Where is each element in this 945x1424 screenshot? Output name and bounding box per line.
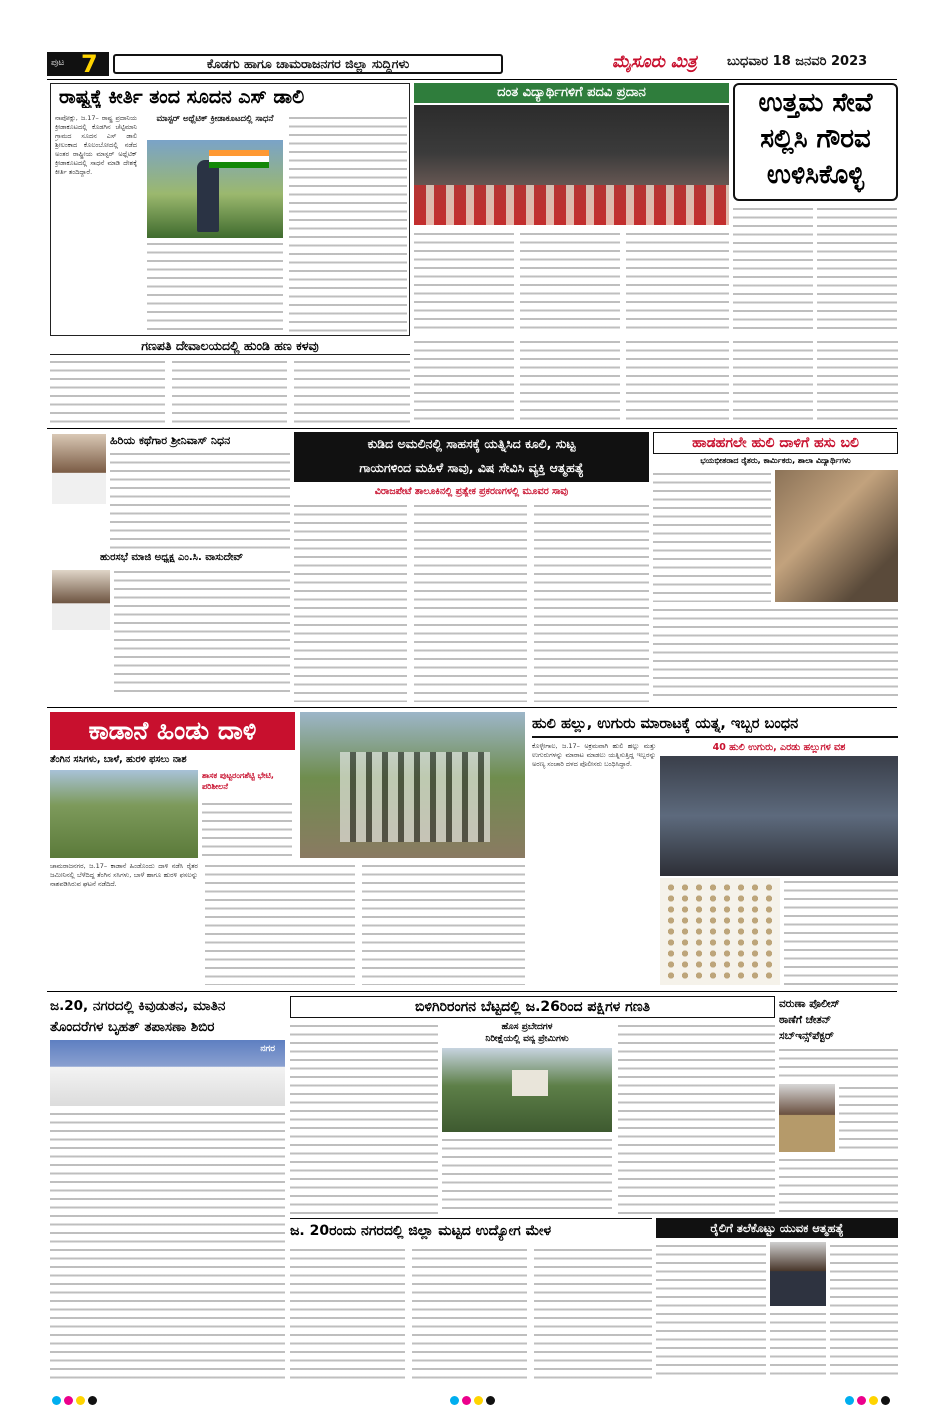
arrested-men-photo [660, 756, 898, 876]
dental-body-continued-2 [520, 338, 620, 424]
story-temple-headline: ಗಣಪತಿ ದೇವಾಲಯದಲ್ಲಿ ಹುಂಡಿ ಹಣ ಕಳವು [50, 338, 410, 355]
mark-yellow [474, 1396, 483, 1405]
story-tiger-attack [653, 432, 898, 704]
service-body-continued-2 [817, 338, 898, 424]
mark-yellow [869, 1396, 878, 1405]
obituary-1-photo [52, 434, 106, 504]
elephant-lead: ಚಾಮರಾಜನಗರ, ಜ.17– ಕಾಡಾನೆ ಹಿಂಡೊಂದು ದಾಳಿ ನಡೆಸಿ ರೈತರ ಜಮೀನಿನಲ್ಲಿ ಬೆಳೆದಿದ್ದ ತೆಂಗಿನ ಸಸಿಗಳು, ಬಾಳೆ ಹಾಗೂ ಹುರಳಿ ಫಸಲನ್ನು ನಾಶಪಡಿಸಿರುವ ಘಟನೆ ನಡೆದಿದೆ. [50, 862, 198, 888]
deaths-sub-headline: ವಿರಾಜಪೇಟೆ ತಾಲೂಕಿನಲ್ಲಿ ಪ್ರತ್ಯೇಕ ಪ್ರಕರಣಗಳಲ್ಲಿ ಮೂವರ ಸಾವು [374, 486, 569, 497]
elephant-caption: ಶಾಸಕ ಪುಟ್ಟರಂಗಶೆಟ್ಟಿ ಭೇಟಿ, ಪರಿಶೀಲನೆ [202, 771, 274, 791]
job-fair-body-col1 [290, 1246, 405, 1381]
police-si-body-right [839, 1084, 898, 1152]
train-suicide-body-col3 [770, 1310, 826, 1381]
tiger-claws-headline: ಹುಲಿ ಹಲ್ಲು, ಉಗುರು ಮಾರಾಟಕ್ಕೆ ಯತ್ನ, ಇಬ್ಬರ ಬಂಧನ [532, 712, 898, 738]
damaged-field-photo [50, 770, 198, 858]
bird-census-body-col3 [618, 1022, 775, 1214]
graduates-row [414, 185, 729, 225]
athlete-body-col3 [289, 114, 407, 332]
mark-black [486, 1396, 495, 1405]
dental-body-continued-3 [626, 338, 729, 424]
story-dental [414, 83, 729, 336]
job-fair-body-col2 [412, 1246, 527, 1381]
story-elephant [50, 712, 525, 987]
elephant-body-col3 [362, 862, 525, 985]
elephant-caption-body [202, 800, 292, 858]
tiger-claws-caption: 40 ಹುಲಿ ಉಗುರು, ಎರಡು ಹಲ್ಲುಗಳ ವಶ [712, 742, 846, 753]
obituary-2-headline: ಹುರಸಭೆ ಮಾಜಿ ಅಧ್ಯಕ್ಷ ಎಂ.ಸಿ. ವಾಸುದೇವ್ [100, 552, 244, 563]
train-suicide-body-col1 [656, 1242, 766, 1381]
tiger-claws-body-col2 [784, 878, 898, 985]
claws-photo [660, 878, 780, 985]
tiger-claws-body-col1 [532, 742, 656, 985]
deaths-body-col2 [414, 502, 527, 702]
service-body-continued [414, 338, 898, 426]
elephant-body-col2 [205, 862, 355, 985]
obituary-1-body [110, 450, 290, 550]
page-number-box [47, 52, 109, 76]
graduation-photo [414, 105, 729, 225]
elephant-headline: ಕಾಡಾನೆ ಹಿಂಡು ದಾಳಿ [50, 712, 295, 750]
story-athlete-body [55, 114, 137, 332]
service-headline-line1: ಉತ್ತಮ ಸೇವೆ [758, 88, 873, 118]
mark-black [881, 1396, 890, 1405]
obituary-2-body [114, 568, 290, 698]
elephant-sub: ತೆಂಗಿನ ಸಸಿಗಳು, ಬಾಳೆ, ಹುರಳಿ ಫಸಲು ನಾಶ [50, 754, 187, 765]
athlete-sub-headline: ಮಾಸ್ಟರ್ ಅಥ್ಲೆಟಿಕ್ ಕ್ರೀಡಾಕೂಟದಲ್ಲಿ ಸಾಧನೆ [156, 114, 274, 124]
police-headline-line1: ವರುಣಾ ಪೊಲೀಸ್ [779, 998, 840, 1010]
hearing-banner-text: ನಗರ [260, 1044, 275, 1054]
police-si-headline [779, 996, 898, 1044]
police-si-body-top [779, 1046, 898, 1082]
hill-temple-photo [442, 1048, 612, 1132]
temple-body-col3 [294, 358, 410, 424]
story-tiger-claws [532, 712, 898, 987]
job-fair-headline: ಜ. 20ರಂದು ನಗರದಲ್ಲಿ ಜಿಲ್ಲಾ ಮಟ್ಟದ ಉದ್ಯೋಗ ಮೇಳ [290, 1218, 652, 1243]
deaths-headline-line2: ಗಾಯಗಳಿಂದ ಮಹಿಳೆ ಸಾವು, ವಿಷ ಸೇವಿಸಿ ವ್ಯಕ್ತಿ ಆತ್ಮಹತ್ಯೆ [359, 460, 584, 475]
police-officer-photo [779, 1084, 835, 1152]
athlete-caption [147, 240, 283, 332]
deaths-body-col1 [294, 502, 407, 702]
row-divider-3 [47, 991, 897, 992]
mark-magenta [462, 1396, 471, 1405]
registration-marks-right [845, 1390, 893, 1409]
bird-census-sub2: ನಿರೀಕ್ಷೆಯಲ್ಲಿ ವನ್ಯ ಪ್ರೇಮಿಗಳು [485, 1034, 569, 1044]
row-divider-1 [47, 428, 897, 429]
deaths-body-col3 [534, 502, 649, 702]
mark-magenta [857, 1396, 866, 1405]
dental-body-continued-1 [414, 338, 514, 424]
story-athlete-headline: ರಾಷ್ಟ್ರಕ್ಕೆ ಕೀರ್ತಿ ತಂದ ಸೂದನ ಎಸ್ ಡಾಲಿ [59, 86, 305, 108]
issue-date: ಬುಧವಾರ 18 ಜನವರಿ 2023 [727, 54, 868, 69]
story-service [733, 83, 898, 336]
mark-yellow [76, 1396, 85, 1405]
police-headline-line3: ಸಬ್‌ಇನ್ಸ್‌ಪೆಕ್ಟರ್ [779, 1030, 834, 1042]
train-suicide-headline: ರೈಲಿಗೆ ತಲೆಕೊಟ್ಟು ಯುವಕ ಆತ್ಮಹತ್ಯೆ [656, 1218, 898, 1238]
tiger-attack-body-col2 [653, 606, 898, 702]
tiger-attack-headline: ಹಾಡಹಗಲೇ ಹುಲಿ ದಾಳಿಗೆ ಹಸು ಬಲಿ [653, 432, 898, 454]
mark-cyan [450, 1396, 459, 1405]
mark-black [88, 1396, 97, 1405]
dental-body-col1 [414, 230, 514, 335]
row-divider-2 [47, 707, 897, 708]
bird-census-headline: ಬಿಳಿಗಿರಿರಂಗನ ಬೆಟ್ಟದಲ್ಲಿ ಜ.26ರಿಂದ ಪಕ್ಷಿಗಳ ಗಣತಿ [290, 996, 775, 1018]
bird-census-sub1: ಹೊಸ ಪ್ರಬೇದಗಳ [501, 1022, 553, 1032]
athlete-flag [209, 150, 269, 168]
temple-body-col2 [172, 358, 287, 424]
tiger-claws-lead: ಕೊಳ್ಳೇಗಾಲ, ಜ.17– ಅಕ್ರಮವಾಗಿ ಹುಲಿ ಹಲ್ಲು ಮತ್ತು ಉಗುರುಗಳನ್ನು ಮಾರಾಟ ಮಾಡಲು ಯತ್ನಿಸುತ್ತಿದ್ದ ಇಬ್ಬರನ್ನು ಅರಣ್ಯ ಸಂಚಾರಿ ದಳದ ಪೊಲೀಸರು ಬಂಧಿಸಿದ್ದಾರೆ. [532, 742, 656, 768]
story-athlete [50, 83, 410, 336]
hearing-headline-line2: ತೊಂದರೆಗಳ ಬೃಹತ್ ತಪಾಸಣಾ ಶಿಬಿರ [50, 1019, 215, 1035]
story-train-suicide [656, 1218, 898, 1383]
hearing-camp-body [50, 1110, 285, 1380]
mla-visit-photo [300, 712, 525, 858]
story-job-fair [290, 1218, 652, 1383]
hearing-headline-line1: ಜ.20, ನಗರದಲ್ಲಿ ಕಿವುಡುತನ, ಮಾತಿನ [50, 998, 226, 1014]
story-dental-headline: ದಂತ ವಿದ್ಯಾರ್ಥಿಗಳಿಗೆ ಪದವಿ ಪ್ರದಾನ [414, 83, 729, 103]
registration-marks-center [450, 1390, 498, 1409]
hearing-camp-headline [50, 996, 285, 1038]
registration-marks-left [52, 1390, 100, 1409]
section-title: ಕೊಡಗು ಹಾಗೂ ಚಾಮರಾಜನಗರ ಜಿಲ್ಲಾ ಸುದ್ದಿಗಳು [113, 54, 503, 74]
bird-census-body-col1 [290, 1022, 438, 1214]
hearing-camp-photo [50, 1040, 285, 1106]
page-number: 7 [81, 50, 98, 78]
story-obituary-2 [50, 552, 290, 702]
story-hearing-camp [50, 996, 285, 1381]
service-body-col2 [817, 205, 897, 335]
tiger-attack-body-col1 [653, 470, 771, 602]
story-deaths [294, 432, 649, 704]
deaths-headline-line1: ಕುಡಿದ ಅಮಲಿನಲ್ಲಿ ಸಾಹಸಕ್ಕೆ ಯತ್ನಿಸಿದ ಕೂಲಿ, ಸುಟ್ಟ [367, 436, 576, 451]
train-suicide-body-col2 [830, 1242, 898, 1381]
obituary-1-headline: ಹಿರಿಯ ಕಥೆಗಾರ ಶ್ರೀನಿವಾಸ್ ನಿಧನ [110, 434, 231, 447]
athlete-figure [197, 160, 219, 232]
obituary-2-photo [52, 570, 110, 630]
service-headline-line3: ಉಳಿಸಿಕೊಳ್ಳಿ [766, 160, 865, 190]
story-police-si [779, 996, 898, 1216]
tiger-attack-sub: ಭಯಭೀತರಾದ ರೈತರು, ಕಾರ್ಮಿಕರು, ಶಾಲಾ ವಿದ್ಯಾರ್ಥಿಗಳು [700, 456, 851, 465]
deceased-youth-photo [770, 1242, 826, 1306]
page-header [47, 52, 897, 78]
bird-census-body-col2 [442, 1136, 612, 1214]
story-obituary-1 [50, 432, 290, 552]
temple-structure [512, 1070, 548, 1096]
dental-body-col2 [520, 230, 620, 335]
mark-cyan [52, 1396, 61, 1405]
service-body-col1 [733, 205, 813, 335]
header-rule [47, 79, 897, 80]
athlete-photo [147, 140, 283, 238]
temple-body-col1 [50, 358, 165, 424]
story-temple-theft [50, 338, 410, 426]
police-headline-line2: ಠಾಣೆಗೆ ಚೇತನ್ [779, 1014, 832, 1026]
mark-magenta [64, 1396, 73, 1405]
page-word: ಪುಟ [51, 58, 65, 68]
story-bird-census [290, 996, 775, 1216]
mark-cyan [845, 1396, 854, 1405]
deaths-headline-box [294, 432, 649, 482]
dead-cow-photo [775, 470, 898, 602]
claws-grid [664, 882, 776, 981]
story-athlete-lead: ನಾಪೋಕ್ಲು, ಜ.17– ರಾಷ್ಟ್ರ ಪ್ರದಾನಿಯ ಕ್ರೀಡಾಕೂಟದಲ್ಲಿ ಕೊಡಗಿನ ಚೆಟ್ಟಿಮಾನಿ ಗ್ರಾಮದ ಸೂದನ ಎಸ್ ಡಾಲಿ ಶ್ರೀಲಂಕಾದ ಕೊಲಂಬೋದಲ್ಲಿ ನಡೆದ ಅಂತರ ರಾಷ್ಟ್ರೀಯ ಮಾಸ್ಟರ್ ಅಥ್ಲೆಟಿಕ್ ಕ್ರೀಡಾಕೂಟದಲ್ಲಿ ಸಾಧನೆ ಮಾಡಿ ದೇಶಕ್ಕೆ ಕೀರ್ತಿ ತಂದಿದ್ದಾರೆ. [55, 114, 137, 176]
police-si-body-bottom [779, 1156, 898, 1214]
job-fair-body-col3 [534, 1246, 652, 1381]
dental-body-col3 [626, 230, 729, 335]
service-headline-line2: ಸಲ್ಲಿಸಿ ಗೌರವ [760, 124, 871, 154]
visitors-group [340, 752, 490, 842]
story-service-headline [733, 83, 898, 201]
service-body-continued-1 [733, 338, 813, 424]
paper-name: ಮೈಸೂರು ಮಿತ್ರ [612, 52, 697, 72]
elephant-body-col1 [50, 862, 198, 985]
